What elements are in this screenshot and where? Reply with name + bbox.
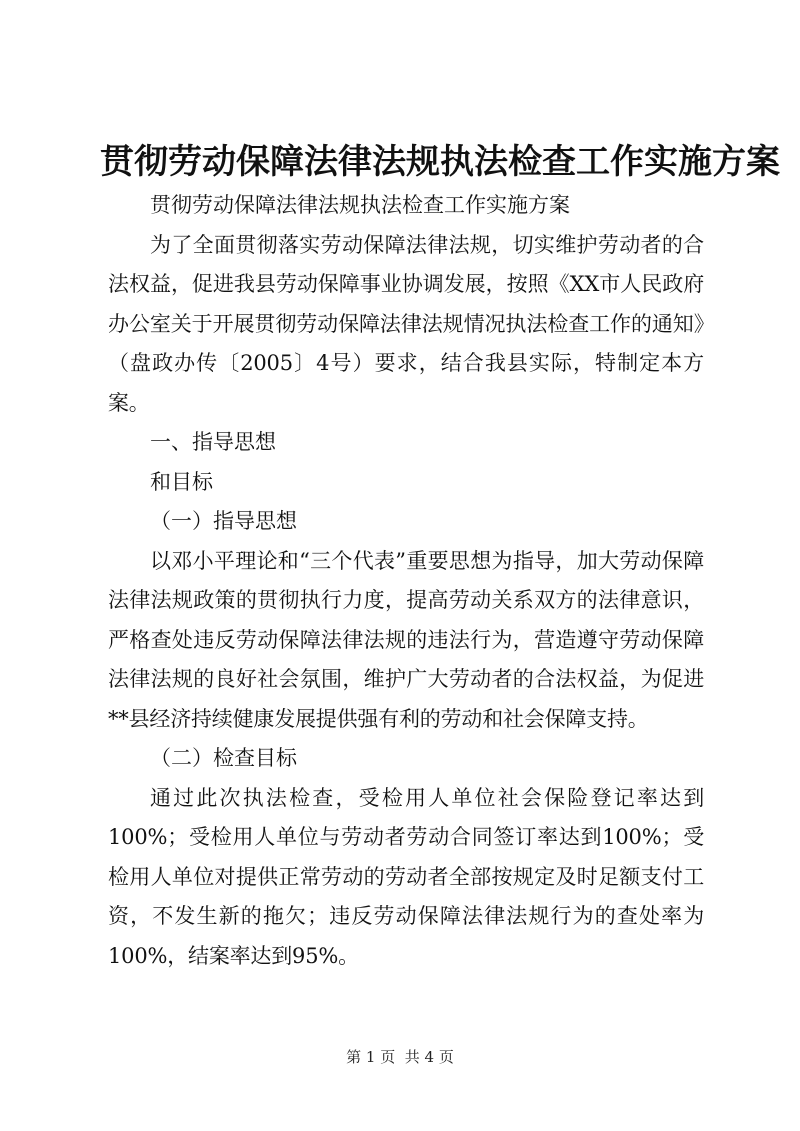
subsection-heading-inspection-goals: （二）检查目标	[150, 746, 297, 770]
subtitle-paragraph: 贯彻劳动保障法律法规执法检查工作实施方案	[150, 193, 570, 217]
intro-paragraph: 为了全面贯彻落实劳动保障法律法规，切实维护劳动者的合法权益，促进我县劳动保障事业协调发展，按照《XX市人民政府办公室关于开展贯彻劳动保障法律法规情况执法检查工作的通知》（盘政办传〔2005〕4号）要求，结合我县实际，特制定本方案。	[108, 232, 704, 415]
subsection-heading-guiding-thought: （一）指导思想	[150, 509, 297, 533]
inspection-goals-paragraph: 通过此次执法检查，受检用人单位社会保险登记率达到100%；受检用人单位与劳动者劳动合同签订率达到100%；受检用人单位对提供正常劳动的劳动者全部按规定及时足额支付工资，不发生新的拖欠；违反劳动保障法律法规行为的查处率为100%，结案率达到95%。	[108, 785, 704, 968]
guiding-thought-paragraph: 以邓小平理论和“三个代表”重要思想为指导，加大劳动保障法律法规政策的贯彻执行力度，提高劳动关系双方的法律意识，严格查处违反劳动保障法律法规的违法行为，营造遵守劳动保障法律法规的良好社会氛围，维护广大劳动者的合法权益，为促进**县经济持续健康发展提供强有利的劳动和社会保障支持。	[108, 548, 704, 731]
page-footer	[0, 1047, 800, 1067]
document-title: 贯彻劳动保障法律法规执法检查工作实施方案	[100, 142, 780, 182]
page-number-label: 第 1 页 共 4 页	[346, 1048, 454, 1066]
document-body	[108, 186, 704, 976]
section-heading-goals: 和目标	[150, 469, 213, 494]
section-heading-guiding: 一、指导思想	[150, 430, 276, 454]
